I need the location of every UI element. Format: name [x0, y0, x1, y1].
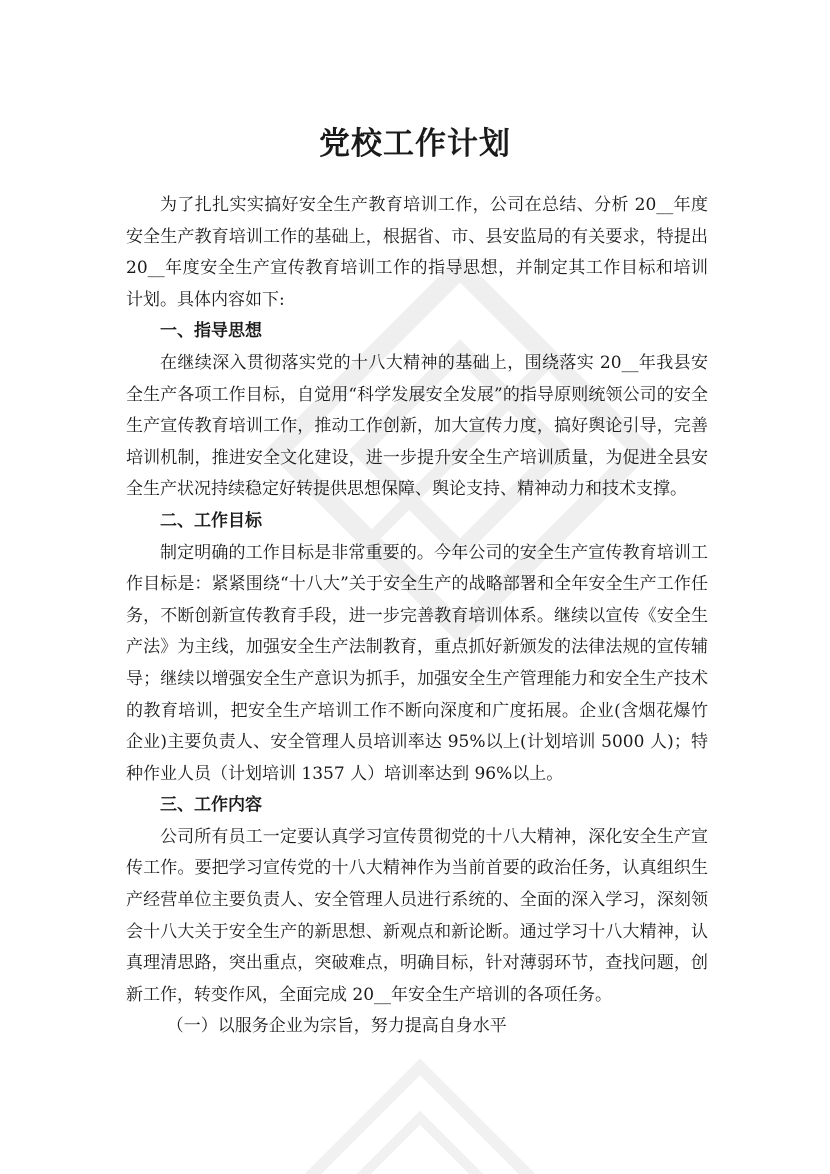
section-heading-work-content: 三、工作内容: [160, 795, 262, 816]
document-body: [126, 190, 708, 1043]
section-body-guiding-ideology: 在继续深入贯彻落实党的十八大精神的基础上，围绕落实 20__年我县安全生产各项工作目标，自觉用“科学发展安全发展”的指导原则统领公司的安全生产宣传教育培训工作，推动工作创新，加大宣传力度，搞好舆论引导，完善培训机制，推进安全文化建设，进一步提升安全生产培训质量，为促进全县安全生产状况持续稳定好转提供思想保障、舆论支持、精神动力和技术支撑。: [126, 352, 708, 500]
section-heading-guiding-ideology: 一、指导思想: [160, 321, 262, 342]
subsection-heading: （一）以服务企业为宗旨，努力提高自身水平: [166, 1016, 507, 1037]
watermark-icon: [279, 1039, 562, 1174]
section-heading-work-goals: 二、工作目标: [160, 510, 262, 531]
section-body-work-goals: 制定明确的工作目标是非常重要的。今年公司的安全生产宣传教育培训工作目标是：紧紧围绕“十八大”关于安全生产的战略部署和全年安全生产工作任务，不断创新宣传教育手段，进一步完善教育培训体系。继续以宣传《安全生产法》为主线，加强安全生产法制教育，重点抓好新颁发的法律法规的宣传辅导；继续以增强安全生产意识为抓手，加强安全生产管理能力和安全生产技术的教育培训，把安全生产培训工作不断向深度和广度拓展。企业(含烟花爆竹企业)主要负责人、安全管理人员培训率达 95%以上(计划培训 5000 人)；特种作业人员（计划培训 1357 人）培训率达到 96%以上。: [126, 542, 708, 784]
section-body-work-content: 公司所有员工一定要认真学习宣传贯彻党的十八大精神，深化安全生产宣传工作。要把学习宣传党的十八大精神作为当前首要的政治任务，认真组织生产经营单位主要负责人、安全管理人员进行系统的、全面的深入学习，深刻领会十八大关于安全生产的新思想、新观点和新论断。通过学习十八大精神，认真理清思路，突出重点，突破难点，明确目标，针对薄弱环节，查找问题，创新工作，转变作风，全面完成 20__年安全生产培训的各项任务。: [126, 826, 708, 1005]
intro-paragraph: 为了扎扎实实搞好安全生产教育培训工作，公司在总结、分析 20__年度安全生产教育培训工作的基础上，根据省、市、县安监局的有关要求，特提出 20__年度安全生产宣传教育培训工作的指导思想，并制定其工作目标和培训计划。具体内容如下:: [126, 195, 708, 310]
page-title: 党校工作计划: [319, 126, 511, 162]
